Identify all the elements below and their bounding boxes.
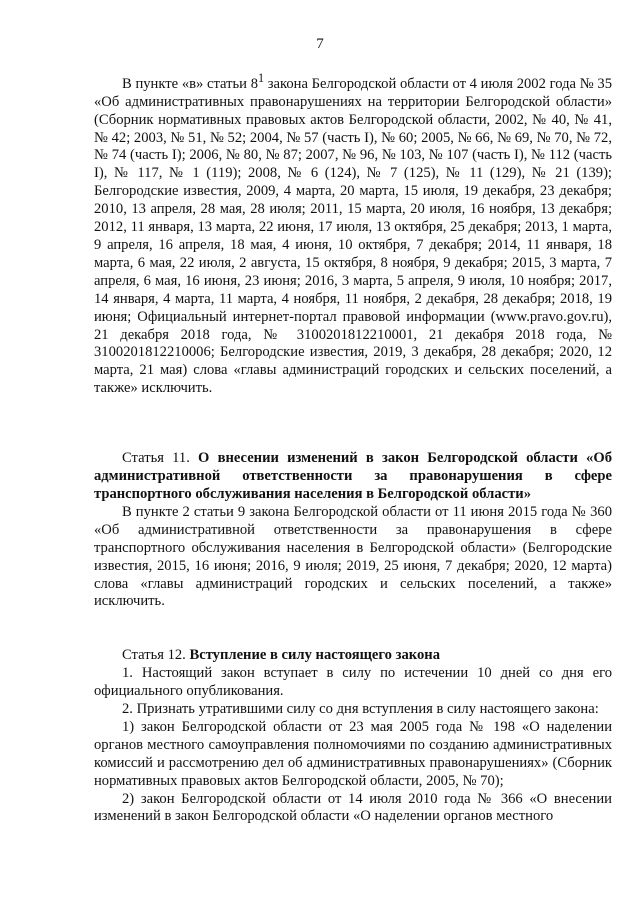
paragraph-text-continued: закона Белгородской области от 4 июля 2002 года № 35 «Об административных правонарушениях на территории Белгородской области» (Сборник нормативных правовых актов Белгородской области, 2002, № 40, № 41, № 42; 2003, № 51, № 52; 2004, № 57 (часть I), № 60; 2005, № 66, № 69, № 70, № 72, № 74 (часть I); 2006, № 80, № 87; 2007, № 96, № 103, № 107 (часть I), № 112 (часть I), № 117, № 1 (119); 2008, № 6 (124), № 7 (125), № 11 (129), № 21 (139); Белгородские известия, 2009, 4 марта, 20 марта, 15 июля, 19 декабря, 23 декабря; 2010, 13 апреля, 28 мая, 28 июля; 2011, 15 марта, 20 июля, 16 ноября, 13 декабря; 2012, 11 января, 13 марта, 22 июня, 17 июля, 13 октября, 25 декабря; 2013, 1 марта, 9 апреля, 16 апреля, 18 мая, 4 июня, 10 октября, 7 декабря; 2014, 11 января, 18 марта, 6 мая, 22 июля, 2 августа, 15 октября, 8 ноября, 9 декабря; 2015, 3 марта, 7 апреля, 6 мая, 16 июня, 23 июня; 2016, 3 марта, 5 апреля, 9 июля, 10 ноября; 2017, 14 января, 4 марта, 11 марта, 4 ноября, 11 ноября, 2 декабря, 28 декабря; 2018, 19 июня; Официальный интернет-портал правовой информации (www.pravo.gov.ru), 21 декабря 2018 года, № 3100201812210001, 21 декабря 2018 года, № 3100201812210006; Белгородские известия, 2019, 3 декабря, 28 декабря; 2020, 12 марта, 21 мая) слова «главы администраций городских и сельских поселений, а также» исключить. <box>94 75 612 397</box>
subclause-1: 1) закон Белгородской области от 23 мая 2005 года № 198 «О наделении органов местного самоуправления полномочиями по созданию административных комиссий и рассмотрению дел об административных правонарушениях» (Сборник нормативных правовых актов Белгородской области, 2005, № 70); <box>94 718 612 789</box>
article-12-title: Вступление в силу настоящего закона <box>189 647 440 664</box>
article-12-heading <box>94 647 612 665</box>
article-11-title: О внесении изменений в закон Белгородской области «Об административной ответственности за правонарушения в сфере транспортного обслуживания населения в Белгородской области» <box>94 450 612 502</box>
paragraph-amendment-law-35 <box>94 70 612 398</box>
clause-2: 2. Признать утратившими силу со дня вступления в силу настоящего закона: <box>122 701 599 718</box>
paragraph-amendment-law-360: В пункте 2 статьи 9 закона Белгородской области от 11 июня 2015 года № 360 «Об административной ответственности за правонарушения в сфере транспортного обслуживания населения в Белгородской области» (Белгородские известия, 2015, 16 июня; 2016, 9 июля; 2019, 25 июня, 7 декабря; 2020, 12 марта) слова «главы администраций городских и сельских поселений, а также» исключить. <box>94 503 612 610</box>
article-12-number: Статья 12. <box>122 647 190 664</box>
clause-1: 1. Настоящий закон вступает в силу по истечении 10 дней со дня его официального опубликования. <box>94 665 612 700</box>
spacer <box>94 398 612 450</box>
spacer <box>94 611 612 647</box>
article-11-number: Статья 11. <box>122 450 199 467</box>
page-number: 7 <box>316 36 324 52</box>
document-body <box>94 70 612 826</box>
superscript-article-index: 1 <box>258 71 265 85</box>
article-11-heading <box>94 450 612 504</box>
subclause-2: 2) закон Белгородской области от 14 июля 2010 года № 366 «О внесении изменений в закон Белгородской области «О наделении органов местного <box>94 790 612 825</box>
paragraph-text: В пункте «в» статьи 8 <box>122 75 258 92</box>
